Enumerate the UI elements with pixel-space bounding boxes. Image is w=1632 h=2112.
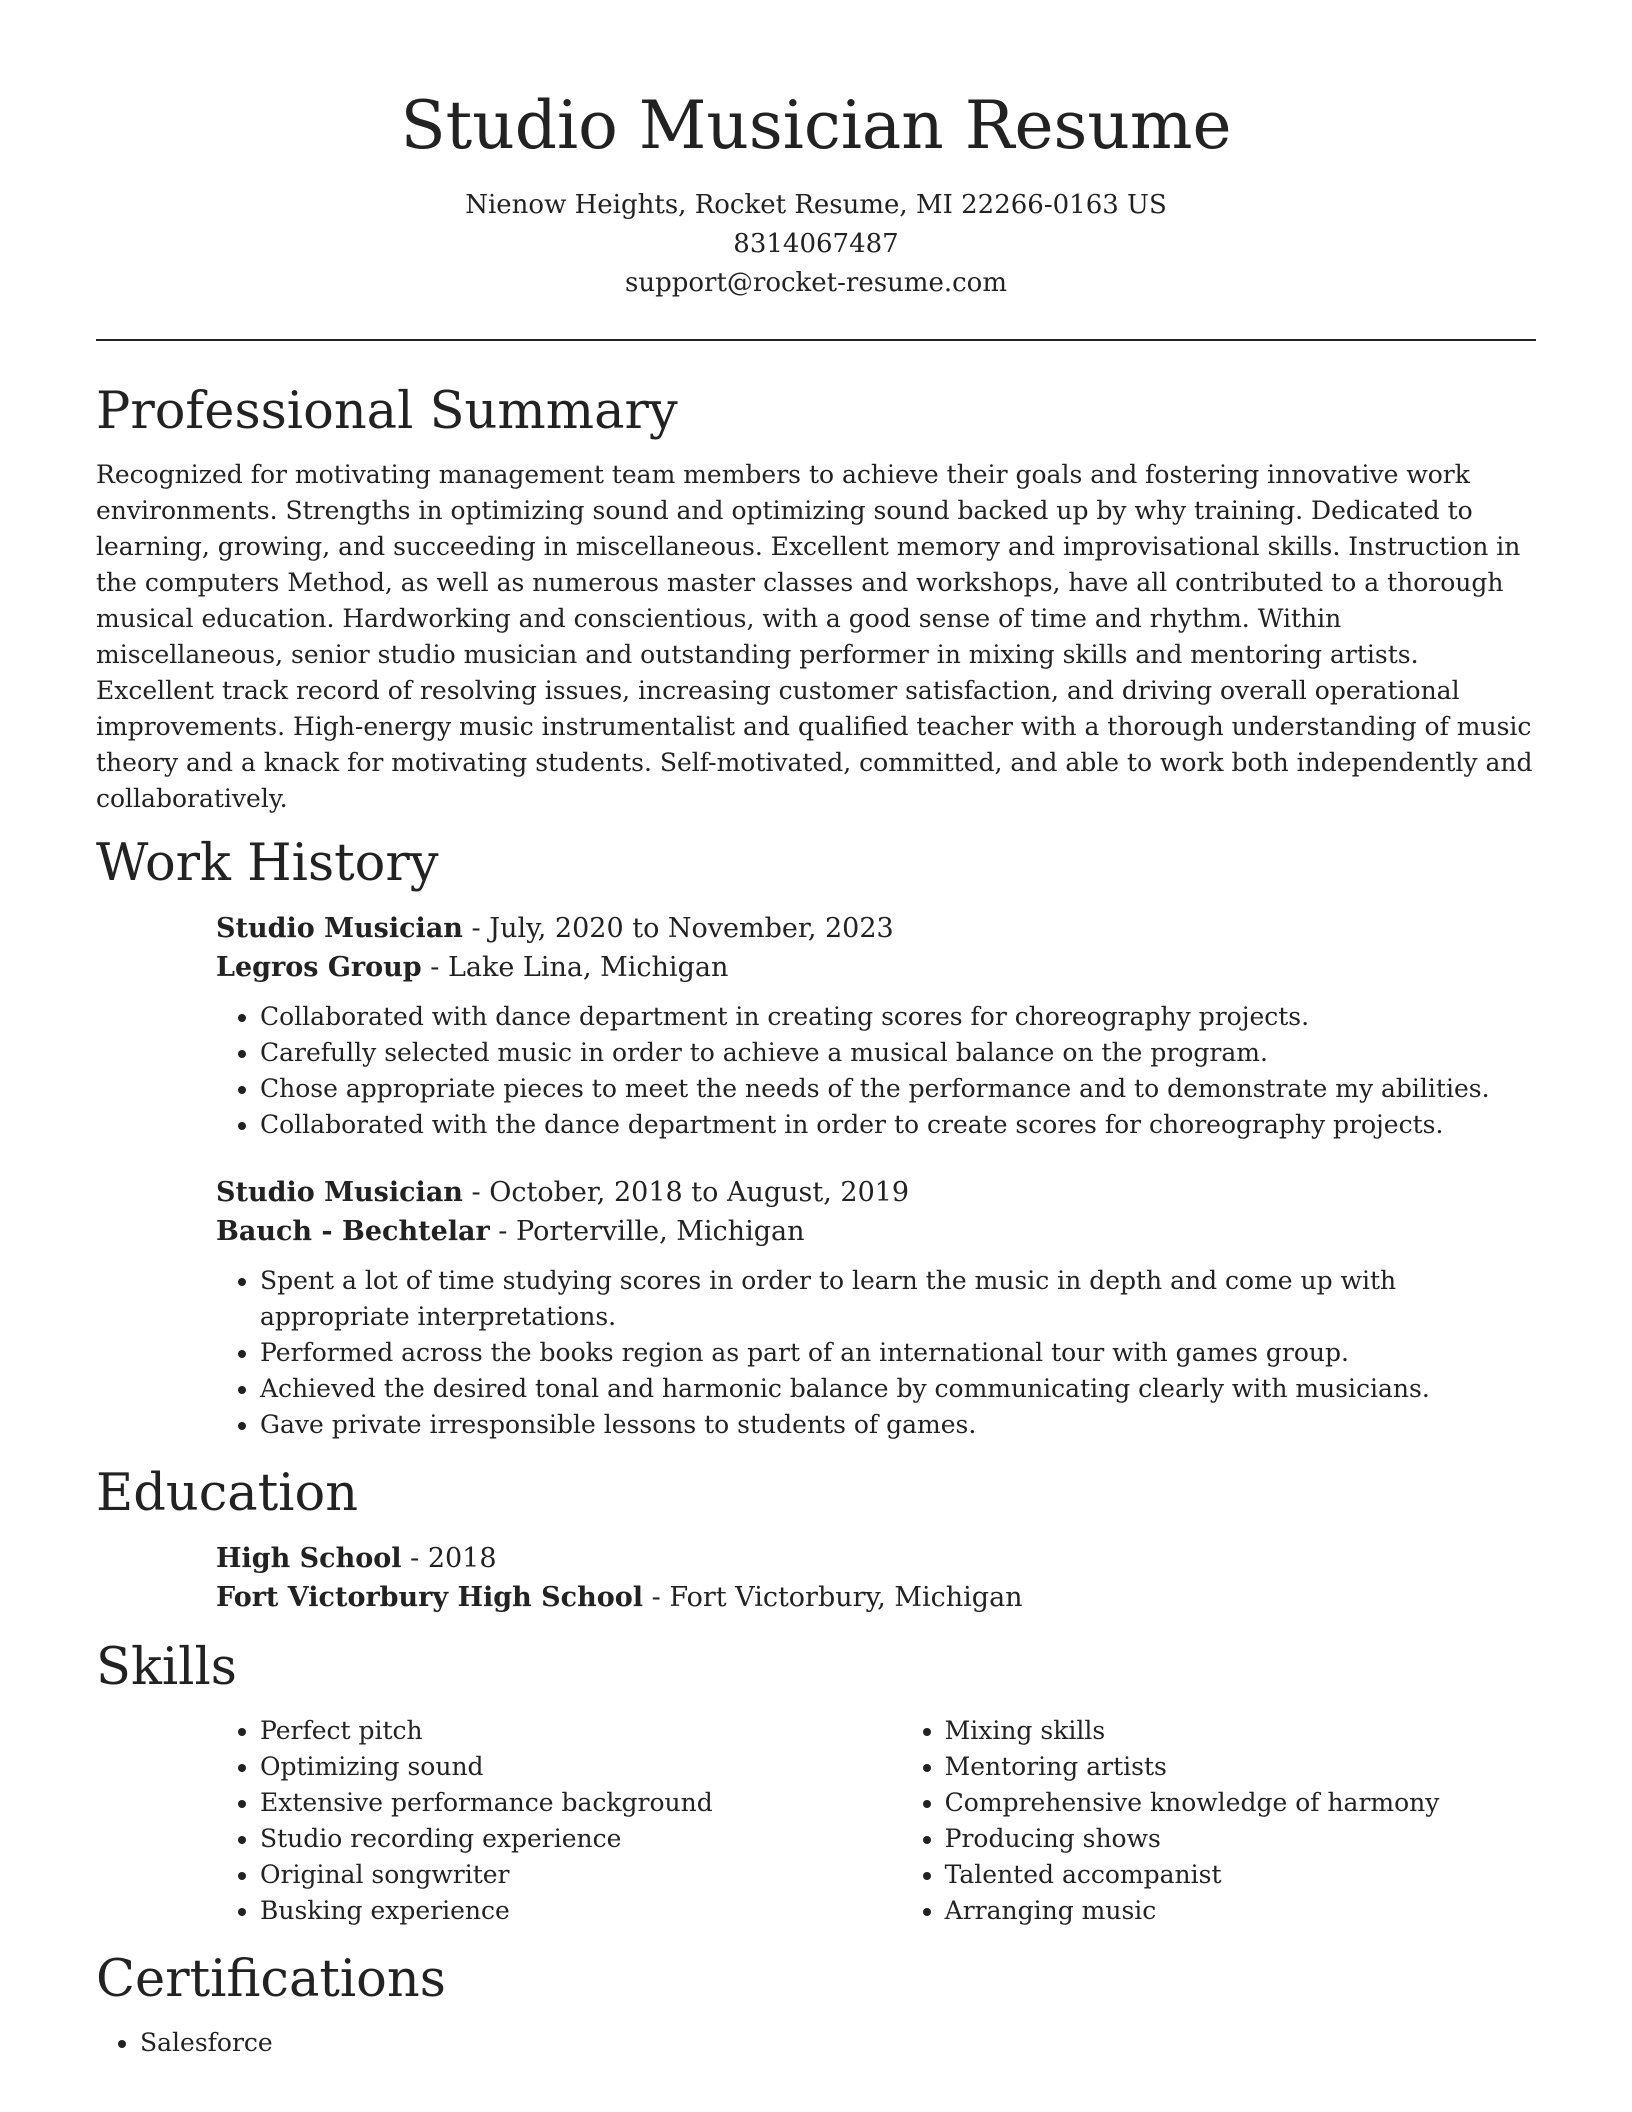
section-heading-skills: Skills [96,1638,237,1697]
page-title: Studio Musician Resume [400,87,1232,164]
skills-list-right [901,1713,1536,1929]
job-title: Studio Musician [216,1177,463,1208]
work-history-section [96,831,1536,1443]
list-item: • Mixing skills [945,1713,1536,1749]
contact-info [96,186,1536,303]
list-item: • Mentoring artists [945,1749,1536,1785]
list-item: • Perfect pitch [260,1713,901,1749]
list-item: • Carefully selected music in order to achieve a musical balance on the program. [260,1035,1536,1071]
job-dates: - July, 2020 to November, 2023 [462,913,894,944]
list-item: • Chose appropriate pieces to meet the needs of the performance and to demonstrate my abilities. [260,1071,1536,1107]
job-company: Legros Group [216,952,422,983]
school-location: - Fort Victorbury, Michigan [643,1582,1023,1613]
resume-header [96,0,1536,303]
graduation-year: - 2018 [401,1543,497,1574]
header-divider [96,339,1536,341]
education-entry [216,1539,1536,1617]
section-heading-certifications: Certifications [96,1950,446,2009]
job-title-line [216,909,1536,948]
list-item: • Spent a lot of time studying scores in order to learn the music in depth and come up with appropriate interpretations. [260,1263,1536,1335]
list-item: • Optimizing sound [260,1749,901,1785]
education-section [96,1461,1536,1617]
job-bullets [216,999,1536,1143]
skills-columns [216,1713,1536,1929]
skills-section [96,1635,1536,1929]
phone-text: 8314067487 [733,229,899,259]
certifications-list [96,2025,1536,2061]
summary-text: Recognized for motivating management team members to achieve their goals and fostering innovative work environments. Strengths in optimizing sound and optimizing sound backed up by why training. Dedicated to learning, growing, and succeeding in miscellaneous. Excellent memory and improvisational skills. Instruction in the computers Method, as well as numerous master classes and workshops, have all contributed to a thorough musical education. Hardworking and conscientious, with a good sense of time and rhythm. Within miscellaneous, senior studio musician and outstanding performer in mixing skills and mentoring artists. Excellent track record of resolving issues, increasing customer satisfaction, and driving overall operational improvements. High-energy music instrumentalist and qualified teacher with a thorough understanding of music theory and a knack for motivating students. Self-motivated, committed, and able to work both independently and collaboratively. [96,460,1533,813]
degree: High School [216,1543,402,1574]
school-line [216,1578,1536,1617]
job-title-line [216,1173,1536,1212]
address-text: Nienow Heights, Rocket Resume, MI 22266-0163 US [465,190,1167,220]
job-title: Studio Musician [216,913,463,944]
list-item: • Performed across the books region as part of an international tour with games group. [260,1335,1536,1371]
job-entry [216,1173,1536,1443]
email-text: support@rocket-resume.com [624,268,1007,298]
job-location: - Porterville, Michigan [489,1216,805,1247]
job-entry [216,909,1536,1143]
list-item: • Collaborated with dance department in creating scores for choreography projects. [260,999,1536,1035]
section-heading-summary: Professional Summary [96,382,678,441]
list-item: • Talented accompanist [945,1857,1536,1893]
degree-line [216,1539,1536,1578]
list-item: • Producing shows [945,1821,1536,1857]
job-company: Bauch - Bechtelar [216,1216,490,1247]
list-item: • Comprehensive knowledge of harmony [945,1785,1536,1821]
section-heading-work-history: Work History [96,834,439,893]
list-item: • Achieved the desired tonal and harmonic balance by communicating clearly with musicians. [260,1371,1536,1407]
school-name: Fort Victorbury High School [216,1582,644,1613]
list-item: • Studio recording experience [260,1821,901,1857]
list-item: • Busking experience [260,1893,901,1929]
list-item: • Collaborated with the dance department in order to create scores for choreography projects. [260,1107,1536,1143]
certifications-section [96,1947,1536,2061]
job-dates: - October, 2018 to August, 2019 [462,1177,910,1208]
job-company-line [216,948,1536,987]
job-location: - Lake Lina, Michigan [421,952,729,983]
summary-section [96,379,1536,817]
section-heading-education: Education [96,1464,359,1523]
list-item: • Gave private irresponsible lessons to students of games. [260,1407,1536,1443]
skills-list-left [216,1713,901,1929]
job-bullets [216,1263,1536,1443]
list-item: • Original songwriter [260,1857,901,1893]
job-company-line [216,1212,1536,1251]
list-item: • Extensive performance background [260,1785,901,1821]
list-item: • Salesforce [140,2025,1536,2061]
list-item: • Arranging music [945,1893,1536,1929]
